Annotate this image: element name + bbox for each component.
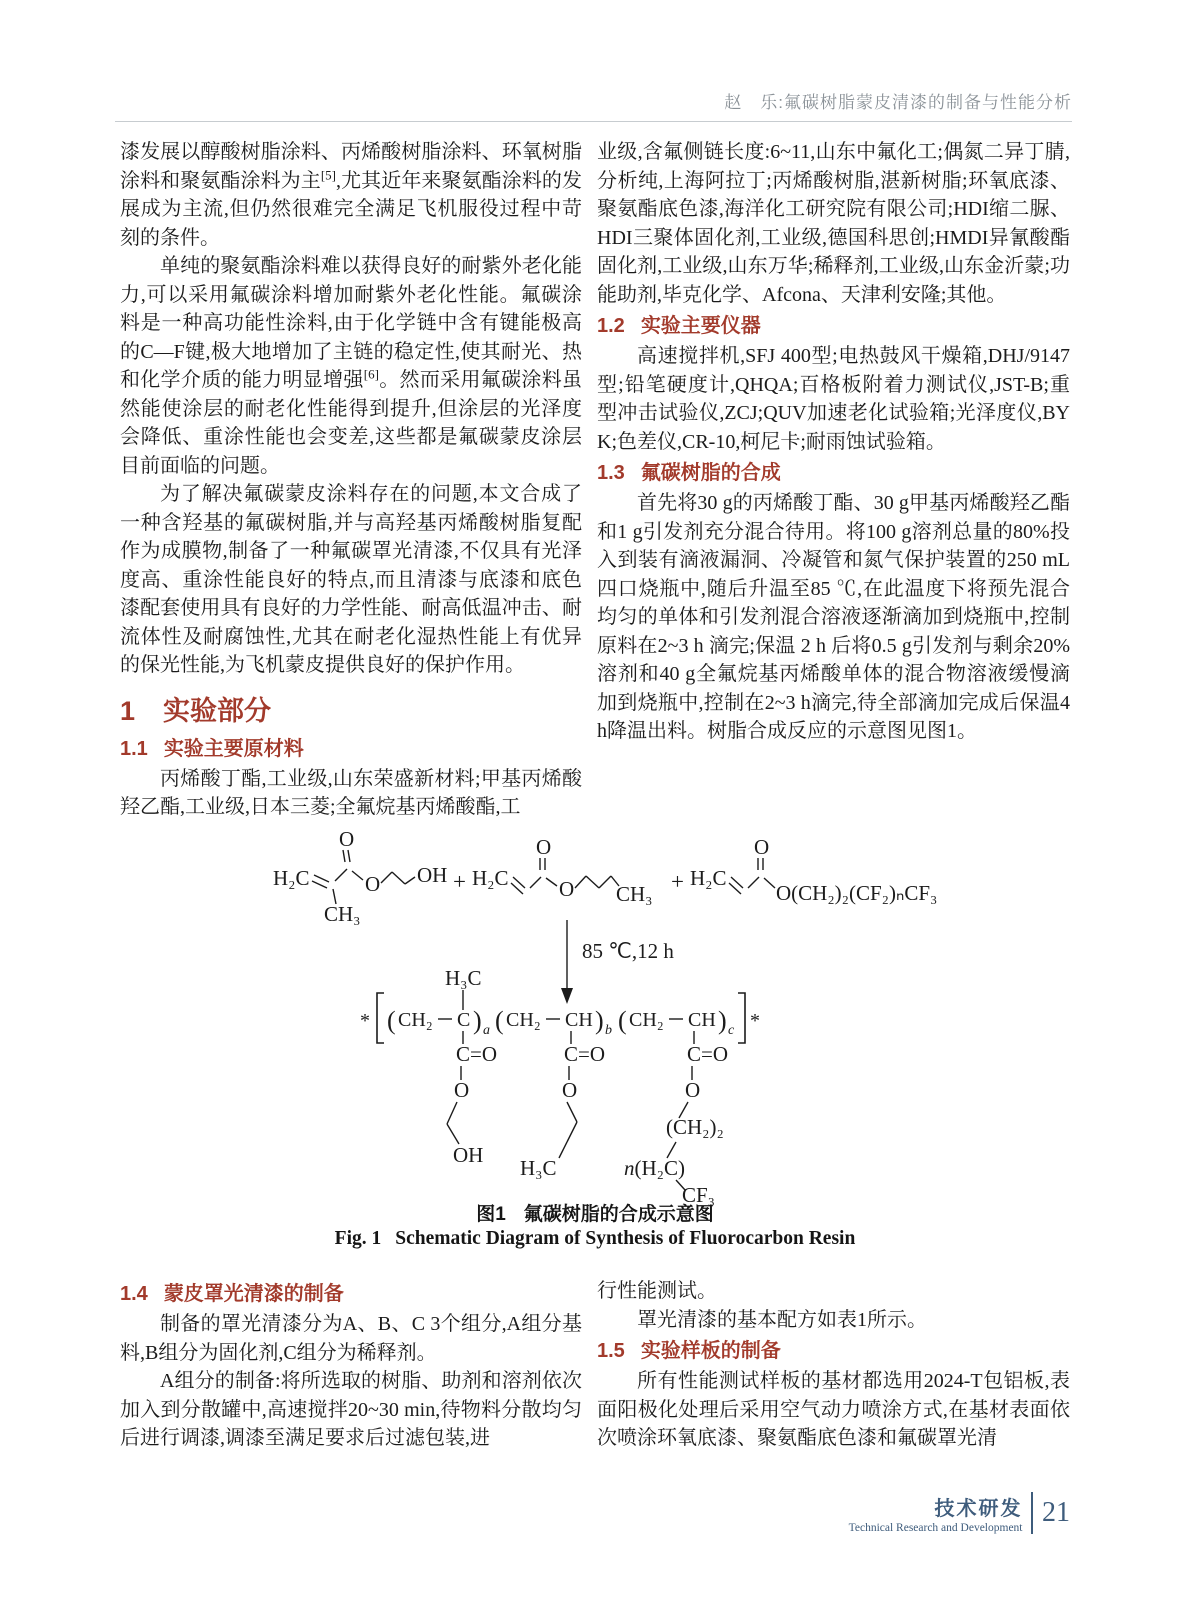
page-number: 21 [1042,1497,1070,1528]
polymer-right-bracket [738,993,745,1043]
page-footer [120,1492,1070,1534]
reaction-conditions-label: 85 ℃,12 h [582,939,674,963]
pendant3-o-label: O [685,1078,701,1102]
monomer3-carbonyl-o-label: O [754,835,770,859]
plus-sign: + [453,869,466,894]
figure-1 [120,828,1070,1208]
repeat-subscript-b: b [605,1023,612,1038]
figure-1-diagram [120,828,1070,1208]
monomer2-ch3-label: CH₃ [616,882,653,906]
repeat-unit-paren: ) [473,1006,482,1035]
column-right-bottom [597,1277,1070,1453]
section-number: 1 [120,695,136,726]
paragraph-text: 。然而采用氟碳涂料虽然能使涂层的耐老化性能得到提升,但涂层的光泽度会降低、重涂性能也会变差,这些都是氟碳蒙皮涂层目前面临的问题。 [120,369,582,477]
paragraph-text: ,尤其近年来聚氨酯涂料的发展成为主流,但仍然很难完全满足飞机服役过程中苛刻的条件。 [120,169,582,249]
pendant1-oh-label: OH [453,1143,484,1167]
pendant1-co-label: C=O [456,1042,498,1066]
backbone-ch-label: CH [565,1009,593,1031]
section-heading-1-3 [597,460,1070,487]
figure-label: Fig. 1 [334,1228,382,1249]
plus-sign: + [671,869,684,894]
figure-1-caption-zh [120,1199,1070,1226]
pendant3-h2c-label: (H₂C) [634,1156,685,1180]
monomer1-ch3-label: CH₃ [324,902,361,926]
paragraph: 制备的罩光清漆分为A、B、C 3个组分,A组分基料,B组分为固化剂,C组分为稀释剂。 [120,1313,582,1364]
backbone-ch2-label: CH₂ [506,1009,541,1031]
reaction-arrow [561,920,573,1004]
running-head: 赵 乐:氟碳树脂蒙皮清漆的制备与性能分析 [724,93,1072,112]
polymer-h3c-label: H₃C [445,966,482,990]
paragraph-text: 单纯的聚氨酯涂料难以获得良好的耐紫外老化能力,可以采用氟碳涂料增加耐紫外老化性能。氟碳涂料是一种高功能性涂料,由于化学链中含有键能极高的C—F键,极大地增加了主链的稳定性,使其耐光、热和化学介质的能力明显增强 [120,255,582,391]
section-number: 1.1 [120,737,148,760]
figure-1-caption-en [120,1228,1070,1250]
footer-divider [1031,1492,1034,1534]
section-heading-1 [120,696,582,726]
monomer1-bonds [312,850,415,904]
backbone-ch2-label: CH₂ [629,1009,664,1031]
polymer-endgroup-star: * [750,1010,760,1032]
paragraph: 首先将30 g的丙烯酸丁酯、30 g甲基丙烯酸羟乙酯和1 g引发剂充分混合待用。将100 g溶剂总量的80%投入到装有滴液漏洞、冷凝管和氮气保护装置的250 mL四口烧瓶中,随后升温至85 ℃,在此温度下将预先混合均匀的单体和引发剂混合溶液逐渐滴加到烧瓶中,控制原料在2~3 h 滴完;保温 2 h 后将0.5 g引发剂与剩余20%溶剂和40 g全氟烷基丙烯酸单体的混合物溶液缓慢滴加到烧瓶中,控制在2~3 h滴完,待全部滴加完成后保温4 h降温出料。树脂合成反应的示意图见图1。 [597,492,1070,742]
repeat-subscript-c: c [728,1023,735,1038]
paragraph [120,252,582,480]
monomer1-h2c-label: H₂C [273,866,310,890]
footer-section-en: Technical Research and Development [848,1522,1023,1534]
monomer2-ester-o-label: O [559,877,575,901]
section-title: 氟碳树脂的合成 [640,462,781,484]
paragraph-text: 漆发展以醇酸树脂涂料、丙烯酸树脂涂料、环氧树脂涂料和聚氨酯涂料为主 [120,141,582,192]
repeat-unit-paren: ( [495,1006,504,1035]
pendant2-co-label: C=O [564,1042,606,1066]
section-number: 1.3 [597,462,625,484]
paragraph: 为了解决氟碳蒙皮涂料存在的问题,本文合成了一种含羟基的氟碳树脂,并与高羟基丙烯酸树脂复配作为成膜物,制备了一种氟碳罩光清漆,不仅具有光泽度高、重涂性能良好的特点,而且清漆与底漆和底色漆配套使用具有良好的力学性能、耐高低温冲击、耐流体性及耐腐蚀性,尤其在耐老化湿热性能上有优异的保光性能,为飞机蒙皮提供良好的保护作用。 [120,483,582,676]
repeat-unit-paren: ) [595,1006,604,1035]
citation-ref-5: [5] [320,166,337,182]
repeat-subscript-a: a [483,1023,490,1038]
monomer2-h2c-label: H₂C [472,866,509,890]
repeat-unit-paren: ( [387,1006,396,1035]
figure-title: Schematic Diagram of Synthesis of Fluorocarbon Resin [395,1228,856,1249]
section-heading-1-4 [120,1281,582,1308]
pendant2-h3c-label: H₃C [520,1156,557,1180]
paragraph: 丙烯酸丁酯,工业级,山东荣盛新材料;甲基丙烯酸羟乙酯,工业级,日本三菱;全氟烷基丙烯酸酯,工 [120,767,582,818]
section-heading-1-1 [120,736,582,763]
paragraph: 所有性能测试样板的基材都选用2024-T包铝板,表面阳极化处理后采用空气动力喷涂方式,在基材表面依次喷涂环氧底漆、聚氨酯底色漆和氟碳罩光清 [597,1370,1070,1449]
paragraph: 高速搅拌机,SFJ 400型;电热鼓风干燥箱,DHJ/9147型;铅笔硬度计,QHQA;百格板附着力测试仪,JST-B;重型冲击试验仪,ZCJ;QUV加速老化试验箱;光泽度仪,BYK;色差仪,CR-10,柯尼卡;耐雨蚀试验箱。 [597,345,1070,453]
section-heading-1-2 [597,313,1070,340]
section-title: 实验主要仪器 [640,315,761,337]
column-right-top [597,138,1070,838]
section-title: 实验主要原材料 [163,737,304,760]
paragraph: A组分的制备:将所选取的树脂、助剂和溶剂依次加入到分散罐中,高速搅拌20~30 min,待物料分散均匀后进行调漆,调漆至满足要求后过滤包装,进 [120,1370,582,1449]
pendant3-ch2-2-label: (CH₂)₂ [666,1115,724,1139]
figure-title: 氟碳树脂的合成示意图 [523,1204,714,1225]
polymer-left-bracket [377,993,384,1043]
citation-ref-6: [6] [363,366,379,382]
section-number: 1.4 [120,1283,148,1305]
pendant2-o-label: O [562,1078,578,1102]
paragraph: 业级,含氟侧链长度:6~11,山东中氟化工;偶氮二异丁腈,分析纯,上海阿拉丁;丙烯酸树脂,湛新树脂;环氧底漆、聚氨酯底色漆,海洋化工研究院有限公司;HDI缩二脲、HDI三聚体固化剂,工业级,德国科思创;HMDI异氰酸酯固化剂,工业级,山东万华;稀释剂,工业级,山东金沂蒙;功能助剂,毕克化学、Afcona、天津利安隆;其他。 [597,141,1070,306]
paragraph: 行性能测试。 [597,1280,717,1302]
footer-section [849,1492,1023,1534]
header-rule [115,121,1072,122]
section-title: 实验部分 [163,695,272,726]
paragraph: 罩光清漆的基本配方如表1所示。 [637,1308,927,1331]
backbone-c-label: C [457,1009,471,1031]
backbone-ch2-label: CH₂ [398,1009,433,1031]
monomer3-fluoro-chain-label: O(CH₂)₂(CF₂)ₙCF₃ [776,881,938,905]
monomer1-oh-label: OH [417,863,448,887]
pendant3-n-label: n [624,1156,635,1180]
column-left-bottom [120,1277,582,1453]
section-number: 1.2 [597,315,625,337]
footer-section-cn: 技术研发 [934,1498,1023,1520]
pendant1-o-label: O [454,1078,470,1102]
section-number: 1.5 [597,1340,625,1362]
backbone-ch-label: CH [688,1009,716,1031]
polymer-endgroup-star: * [360,1010,370,1032]
section-title: 蒙皮罩光清漆的制备 [163,1283,344,1305]
section-title: 实验样板的制备 [640,1340,781,1362]
monomer1-ester-o-label: O [365,872,381,896]
paragraph [120,138,582,252]
repeat-unit-paren: ( [618,1006,627,1035]
pendant3-nh2c-label [624,1156,685,1180]
column-left-top [120,138,582,838]
pendant3-cf3-label: CF₃ [682,1183,716,1207]
pendant3-co-label: C=O [687,1042,729,1066]
repeat-unit-paren: ) [718,1006,727,1035]
figure-label: 图1 [476,1204,506,1225]
section-heading-1-5 [597,1338,1070,1365]
monomer3-bonds [729,858,775,894]
monomer2-carbonyl-o-label: O [536,835,552,859]
monomer1-carbonyl-o-label: O [339,828,355,851]
monomer3-h2c-label: H₂C [690,866,727,890]
